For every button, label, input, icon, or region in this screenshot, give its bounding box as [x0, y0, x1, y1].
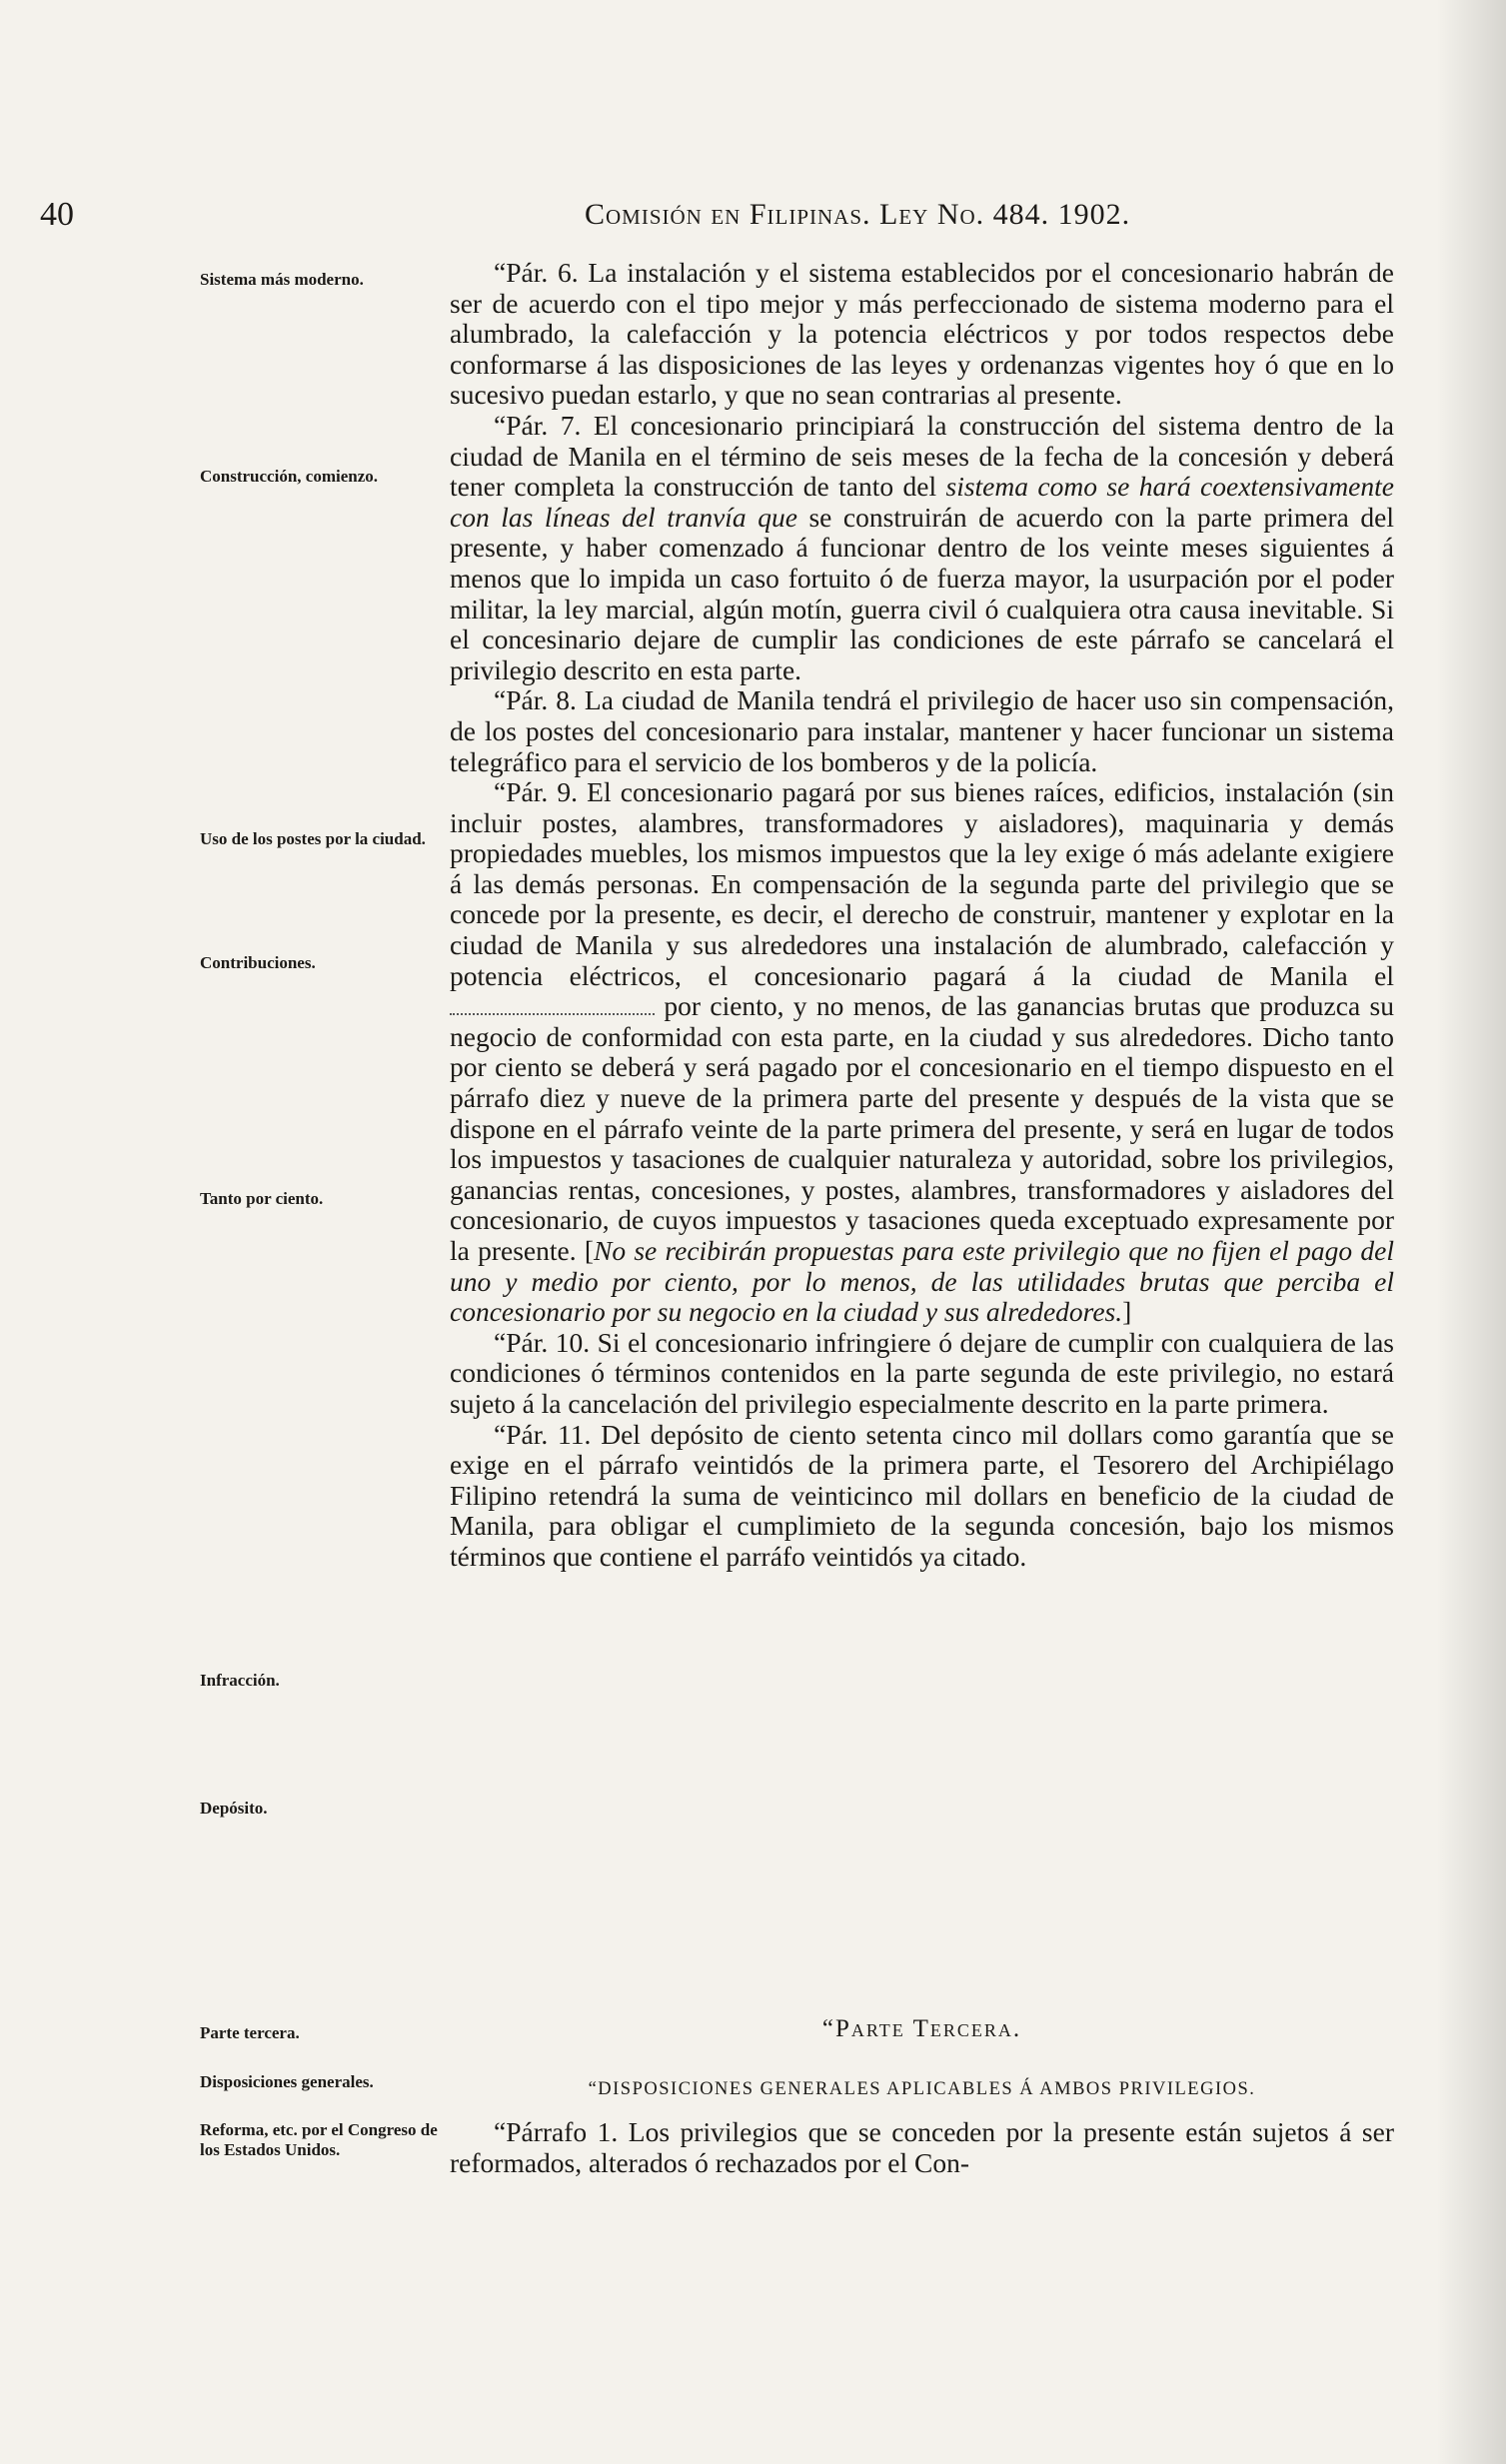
page-header	[40, 196, 1339, 244]
sidenote-infraccion: Infracción.	[200, 1671, 280, 1690]
sidenote-reforma: Reforma, etc. por el Congreso de los Estados Unidos.	[200, 2120, 438, 2159]
paragraph-11: “Pár. 11. Del depósito de ciento setenta cinco mil dollars como garantía que se exige en el párrafo veintidós de la primera parte, el Tesorero del Archipiélago Filipino retendrá la suma de veinticinco mil dollars en beneficio de la ciudad de Manila, para obligar el cumplimieto de la segunda concesión, bajo los mismos términos que contiene el parráfo veintidós ya citado.	[450, 1418, 1394, 1572]
part-three-paragraph-1: “Párrafo 1. Los privilegios que se conceden por la presente están sujetos á ser reformados, alterados ó rechazados por el Con-	[450, 2116, 1394, 2178]
paragraph-9	[450, 777, 1394, 1328]
paragraph-7	[450, 411, 1394, 685]
sidenote-construccion: Construcción, comienzo.	[200, 467, 379, 486]
paragraph-9-italic-note: No se recibirán propuestas para este privilegio que no fijen el pago del uno y medio por ciento, por lo menos, de las utilidades brutas que perciba el concesionario por su negocio en la ciudad y sus alrededores.	[450, 1235, 1395, 1328]
paragraph-9-close-bracket: ]	[1122, 1296, 1132, 1328]
sidenote-contribuciones: Contribuciones.	[200, 953, 316, 972]
sidenote-deposito: Depósito.	[200, 1799, 268, 1818]
percentage-blank	[450, 993, 655, 1015]
paragraph-7-italic: sistema como se hará coextensivamente con las líneas del tranvía que	[450, 471, 1394, 533]
part-three-text	[450, 2117, 1394, 2178]
sidenote-sistema: Sistema más moderno.	[200, 270, 364, 289]
sidenote-parte-tercera: Parte tercera.	[200, 2023, 300, 2042]
running-head: Comisión en Filipinas. Ley No. 484. 1902.	[585, 198, 1131, 231]
sidenote-tanto-por-ciento: Tanto por ciento.	[200, 1189, 324, 1208]
page-edge-shadow	[1436, 0, 1506, 2464]
sidenote-disposiciones: Disposiciones generales.	[200, 2072, 374, 2091]
paragraph-7-text-cont: se construirán de acuerdo con la parte primera del presente, y haber comenzado á funcionar dentro de los veinte meses siguientes á menos que lo impida un caso fortuito ó de fuerza mayor, la usurpación por el poder militar, la ley marcial, algún motín, guerra civil ó cualquiera otra causa inevitable. Si el concesinario dejare de cumplir las condiciones de este párrafo se cancelará el privilegio descrito en esta parte.	[450, 501, 1395, 685]
paragraph-9-text: “Pár. 9. El concesionario pagará por sus bienes raíces, edificios, instalación (sin incluir postes, alambres, transformadores y aisladores), maquinaria y demás propiedades muebles, los mismos impuestos que la ley exige ó más adelante exigiere á las demás personas. En compensación de la segunda parte del privilegio que se concede por la presente, es decir, el derecho de construir, mantener y explotar en la ciudad de Manila y sus alrededores una instalación de alumbrado, calefacción y potencia eléctricos, el concesionario pagará á la ciudad de Manila el	[450, 776, 1394, 991]
paragraph-8: “Pár. 8. La ciudad de Manila tendrá el privilegio de hacer uso sin compensación, de los postes del concesionario para instalar, mantener y hacer funcionar un sistema telegráfico para el servicio de los bomberos y de la policía.	[450, 684, 1394, 777]
main-text	[450, 258, 1394, 1573]
part-three-subheading: “DISPOSICIONES GENERALES APLICABLES Á AMBOS PRIVILEGIOS.	[588, 2079, 1256, 2099]
paragraph-6: “Pár. 6. La instalación y el sistema establecidos por el concesionario habrán de ser de acuerdo con el tipo mejor y más perfeccionado de sistema moderno para el alumbrado, la calefacción y la potencia eléctricos y por todos respectos debe conformarse á las disposiciones de las leyes y ordenanzas vigentes hoy ó que en lo sucesivo puedan estarlo, y que no sean contrarias al presente.	[450, 257, 1394, 411]
paragraph-9-text-cont: por ciento, y no menos, de las ganancias brutas que produzca su negocio de conformidad con esta parte, en la ciudad y sus alrededores. Dicho tanto por ciento se deberá y será pagado por el concesionario en el tiempo dispuesto en el párrafo diez y nueve de la primera parte del presente y después de la vista que se dispone en el párrafo veinte de la parte primera del presente, y será en lugar de todos los impuestos y tasaciones de cualquier naturaleza y autoridad, sobre los privilegios, ganancias rentas, concesiones, y postes, alambres, transformadores y aisladores del concesionario, de cuyos impuestos y tasaciones queda exceptuado expresamente por la presente. [	[450, 990, 1394, 1266]
sidenote-uso-postes: Uso de los postes por la ciudad.	[200, 829, 426, 848]
page-number: 40	[40, 196, 74, 233]
paragraph-10: “Pár. 10. Si el concesionario infringiere ó dejare de cumplir con cualquiera de las condiciones ó términos contenidos en la parte segunda de este privilegio, no estará sujeto á la cancelación del privilegio especialmente descrito en la parte primera.	[450, 1326, 1394, 1419]
paragraph-7-text: “Pár. 7. El concesionario principiará la construcción del sistema dentro de la ciudad de Manila en el término de seis meses de la fecha de la concesión y deberá tener completa la construcción de tanto del	[450, 409, 1394, 503]
part-three-heading: “Parte Tercera.	[821, 2015, 1022, 2042]
